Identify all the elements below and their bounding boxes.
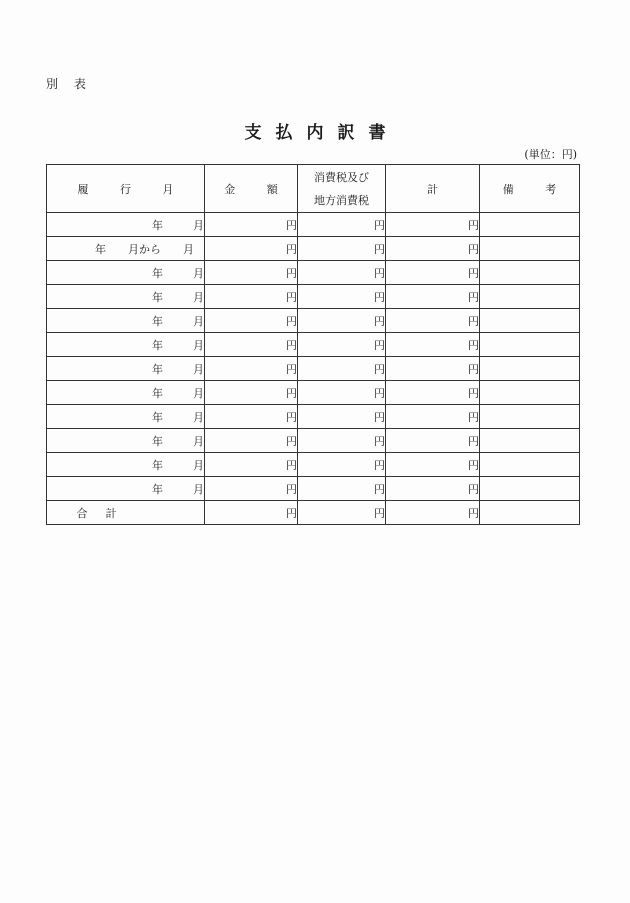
table-body <box>47 213 580 525</box>
month-label: 月 <box>193 314 204 328</box>
header-tax-line1: 消費税及び <box>314 170 369 184</box>
period-cell[interactable] <box>47 261 205 285</box>
grand-total-cell[interactable]: 円 <box>386 501 480 525</box>
table-row <box>47 453 580 477</box>
year-label: 年 <box>152 266 163 280</box>
amount-cell[interactable]: 円 <box>205 333 298 357</box>
table-row <box>47 405 580 429</box>
year-label: 年 <box>152 362 163 376</box>
remarks-cell[interactable] <box>480 357 580 381</box>
total-cell[interactable]: 円 <box>386 429 480 453</box>
total-cell[interactable]: 円 <box>386 237 480 261</box>
remarks-cell[interactable] <box>480 213 580 237</box>
tax-cell[interactable]: 円 <box>298 405 386 429</box>
tax-cell[interactable]: 円 <box>298 381 386 405</box>
tax-cell[interactable]: 円 <box>298 285 386 309</box>
month-label: 月 <box>193 482 204 496</box>
table-row <box>47 261 580 285</box>
total-cell[interactable]: 円 <box>386 453 480 477</box>
page-title: 支払内訳書 <box>244 123 400 143</box>
table-row <box>47 357 580 381</box>
year-label: 年 <box>152 218 163 232</box>
total-label-cell <box>47 501 205 525</box>
amount-cell[interactable]: 円 <box>205 285 298 309</box>
total-cell[interactable]: 円 <box>386 285 480 309</box>
month-label: 月 <box>193 266 204 280</box>
month-label: 月 <box>193 410 204 424</box>
tax-cell[interactable]: 円 <box>298 261 386 285</box>
table-row <box>47 477 580 501</box>
from-month-label: 月から <box>128 242 161 256</box>
table-row <box>47 381 580 405</box>
amount-cell[interactable]: 円 <box>205 429 298 453</box>
period-cell[interactable] <box>47 429 205 453</box>
amount-cell[interactable]: 円 <box>205 213 298 237</box>
year-label: 年 <box>152 290 163 304</box>
tax-cell[interactable]: 円 <box>298 429 386 453</box>
remarks-cell[interactable] <box>480 237 580 261</box>
total-cell[interactable]: 円 <box>386 357 480 381</box>
table-row <box>47 237 580 261</box>
remarks-cell[interactable] <box>480 261 580 285</box>
amount-cell[interactable]: 円 <box>205 381 298 405</box>
amount-cell[interactable]: 円 <box>205 261 298 285</box>
table-row <box>47 285 580 309</box>
table-header-row <box>47 165 580 213</box>
unit-note: (単位：円) <box>524 148 577 161</box>
grand-remarks-cell[interactable] <box>480 501 580 525</box>
year-label: 年 <box>152 338 163 352</box>
remarks-cell[interactable] <box>480 309 580 333</box>
year-label: 年 <box>152 458 163 472</box>
remarks-cell[interactable] <box>480 453 580 477</box>
remarks-cell[interactable] <box>480 333 580 357</box>
tax-cell[interactable]: 円 <box>298 213 386 237</box>
total-cell[interactable]: 円 <box>386 309 480 333</box>
amount-cell[interactable]: 円 <box>205 477 298 501</box>
period-cell[interactable] <box>47 381 205 405</box>
period-cell[interactable] <box>47 453 205 477</box>
tax-cell[interactable]: 円 <box>298 357 386 381</box>
amount-cell[interactable]: 円 <box>205 357 298 381</box>
year-label: 年 <box>152 410 163 424</box>
grand-tax-cell[interactable]: 円 <box>298 501 386 525</box>
remarks-cell[interactable] <box>480 429 580 453</box>
year-label: 年 <box>152 482 163 496</box>
total-cell[interactable]: 円 <box>386 333 480 357</box>
header-tax-line2: 地方消費税 <box>314 193 369 207</box>
tax-cell[interactable]: 円 <box>298 333 386 357</box>
amount-cell[interactable]: 円 <box>205 309 298 333</box>
remarks-cell[interactable] <box>480 285 580 309</box>
period-cell[interactable] <box>47 237 205 261</box>
amount-cell[interactable]: 円 <box>205 405 298 429</box>
grand-amount-cell[interactable]: 円 <box>205 501 298 525</box>
month-label: 月 <box>193 290 204 304</box>
total-cell[interactable]: 円 <box>386 213 480 237</box>
table-row <box>47 429 580 453</box>
payment-breakdown-table <box>46 164 580 525</box>
month-label: 月 <box>193 362 204 376</box>
header-tax <box>298 165 386 213</box>
period-cell[interactable] <box>47 333 205 357</box>
month-label: 月 <box>183 242 194 256</box>
tax-cell[interactable]: 円 <box>298 477 386 501</box>
amount-cell[interactable]: 円 <box>205 453 298 477</box>
table-row <box>47 333 580 357</box>
tax-cell[interactable]: 円 <box>298 453 386 477</box>
month-label: 月 <box>193 386 204 400</box>
total-cell[interactable]: 円 <box>386 405 480 429</box>
year-label: 年 <box>152 386 163 400</box>
period-cell[interactable] <box>47 357 205 381</box>
amount-cell[interactable]: 円 <box>205 237 298 261</box>
header-period: 履 行 月 <box>47 165 205 213</box>
tax-cell[interactable]: 円 <box>298 237 386 261</box>
table-row <box>47 213 580 237</box>
year-label: 年 <box>152 314 163 328</box>
annex-label: 別 表 <box>46 77 92 91</box>
year-label: 年 <box>152 434 163 448</box>
period-cell[interactable] <box>47 213 205 237</box>
year-label: 年 <box>95 242 106 256</box>
total-row <box>47 501 580 525</box>
total-cell[interactable]: 円 <box>386 261 480 285</box>
total-label: 合計 <box>76 506 135 520</box>
total-cell[interactable]: 円 <box>386 477 480 501</box>
period-cell[interactable] <box>47 477 205 501</box>
remarks-cell[interactable] <box>480 381 580 405</box>
tax-cell[interactable]: 円 <box>298 309 386 333</box>
header-total: 計 <box>386 165 480 213</box>
remarks-cell[interactable] <box>480 477 580 501</box>
period-cell[interactable] <box>47 405 205 429</box>
header-amount: 金 額 <box>205 165 298 213</box>
period-cell[interactable] <box>47 309 205 333</box>
period-cell[interactable] <box>47 285 205 309</box>
month-label: 月 <box>193 218 204 232</box>
header-remarks: 備 考 <box>480 165 580 213</box>
remarks-cell[interactable] <box>480 405 580 429</box>
month-label: 月 <box>193 434 204 448</box>
month-label: 月 <box>193 338 204 352</box>
month-label: 月 <box>193 458 204 472</box>
total-cell[interactable]: 円 <box>386 381 480 405</box>
table-row <box>47 309 580 333</box>
